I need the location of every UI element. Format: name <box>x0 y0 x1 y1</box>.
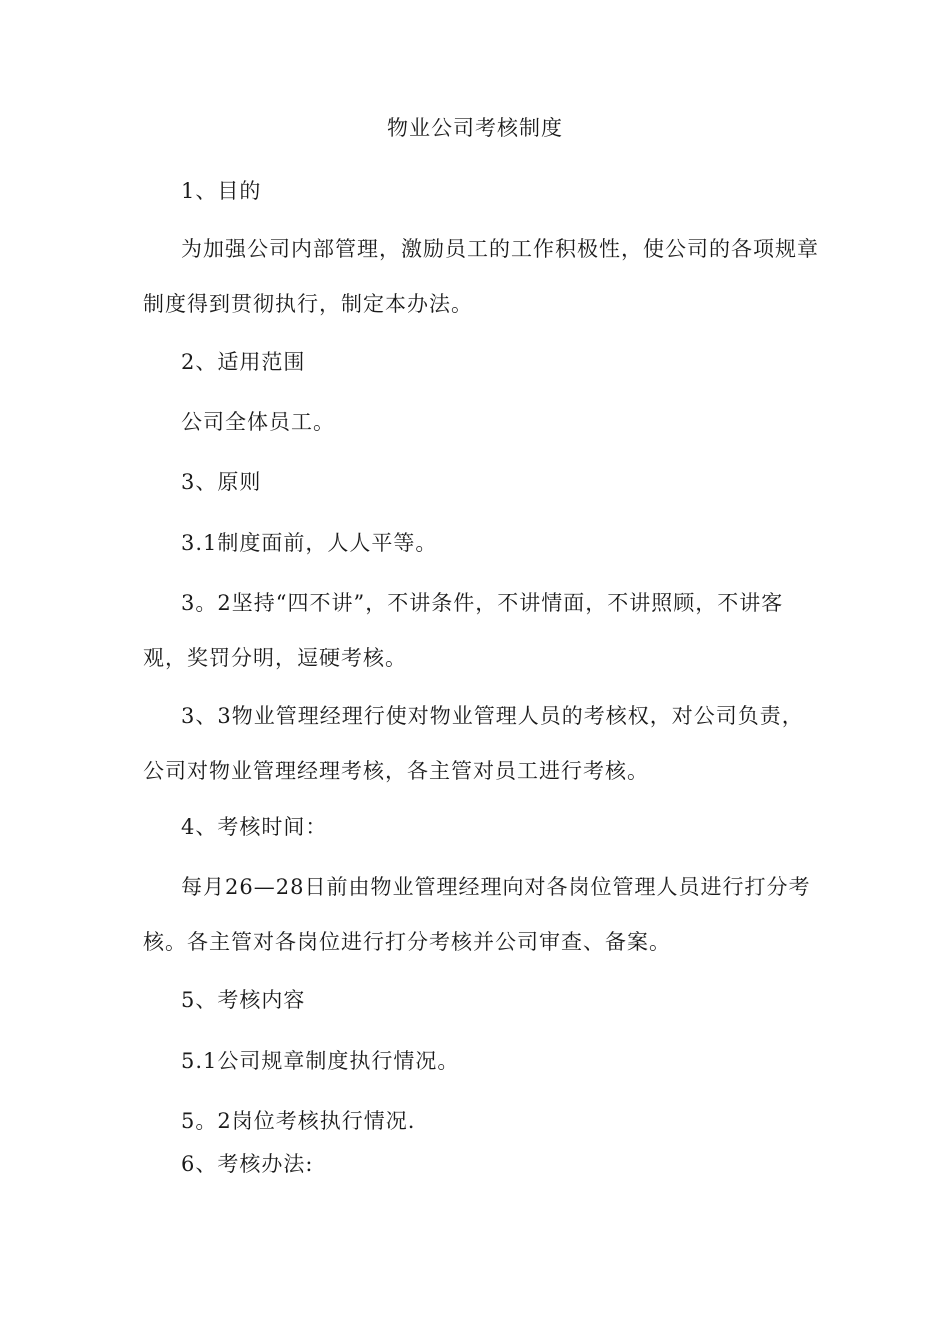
section-heading-assessment-content: 5、考核内容 <box>181 988 306 1012</box>
paragraph-purpose: 为加强公司内部管理，激励员工的工作积极性，使公司的各项规章制度得到贯彻执行，制定本办法。 <box>143 237 819 316</box>
document-title: 物业公司考核制度 <box>387 116 563 140</box>
section-heading-principles: 3、原则 <box>181 470 262 494</box>
section-heading-assessment-time: 4、考核时间： <box>181 815 328 839</box>
paragraph-scope: 公司全体员工。 <box>181 410 335 434</box>
paragraph-content-5-2: 5。2岗位考核执行情况. <box>181 1109 416 1133</box>
paragraph-principle-3-1: 3.1制度面前，人人平等。 <box>181 531 438 555</box>
paragraph-content-5-1: 5.1公司规章制度执行情况。 <box>181 1049 460 1073</box>
section-heading-assessment-method: 6、考核办法: <box>181 1152 314 1176</box>
section-heading-purpose: 1、目的 <box>181 179 262 203</box>
paragraph-assessment-time: 每月26—28日前由物业管理经理向对各岗位管理人员进行打分考核。各主管对各岗位进行打分考核并公司审查、备案。 <box>143 875 811 954</box>
paragraph-principle-3-3: 3、3物业管理经理行使对物业管理人员的考核权，对公司负责，公司对物业管理经理考核，各主管对员工进行考核。 <box>143 704 804 783</box>
paragraph-principle-3-2: 3。2坚持“四不讲”，不讲条件，不讲情面，不讲照顾，不讲客观，奖罚分明，逗硬考核。 <box>143 591 784 670</box>
section-heading-scope: 2、适用范围 <box>181 350 306 374</box>
